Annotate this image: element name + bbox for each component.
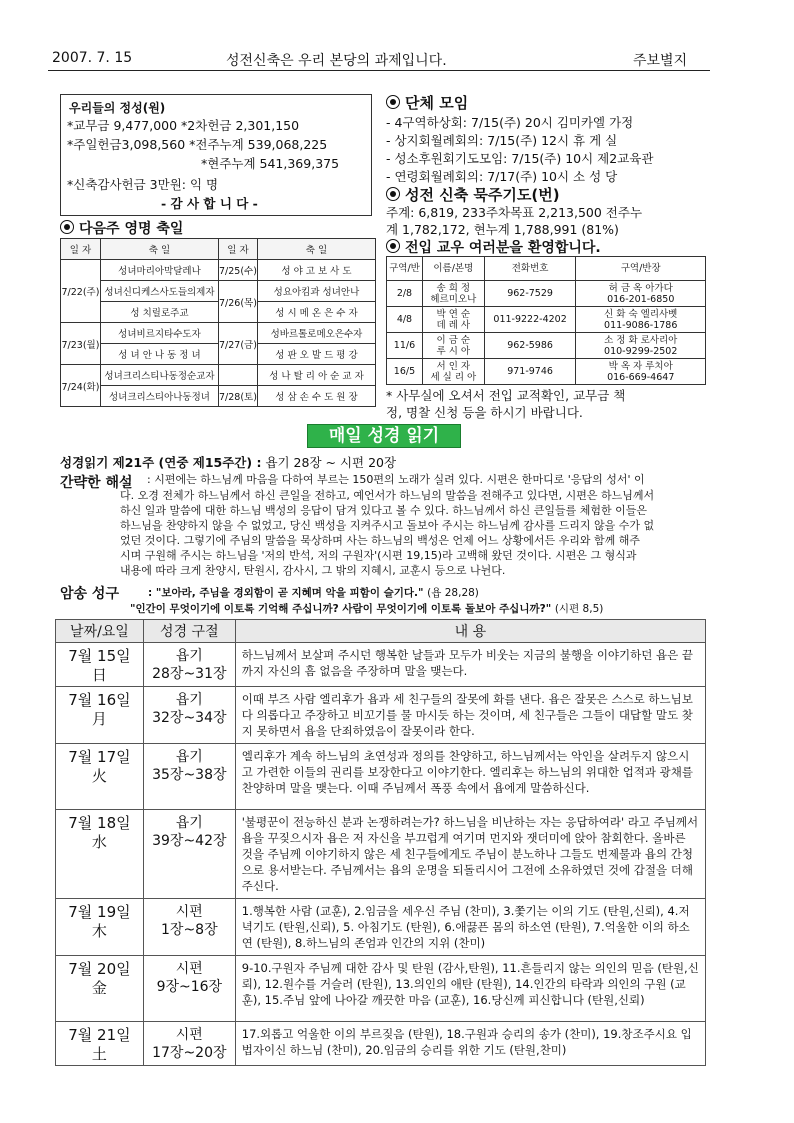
reading-content: 17.외롭고 억울한 이의 부르짖음 (탄원), 18.구원과 승리의 송가 (찬미), 19.창조주시요 입법자이신 하느님 (찬미), 20.임금의 승리를 위한 기도 (탄원,찬미) xyxy=(235,1022,705,1066)
intro-line: 다. 오경 전체가 하느님께서 하신 큰일을 전하고, 예언서가 하느님의 말씀을 전해주고 있다면, 시편은 하느님께서 xyxy=(120,489,655,502)
page-header xyxy=(48,48,710,71)
reading-passage: 욥기 39장~42장 xyxy=(143,810,235,899)
group-item: - 연령회월례회의: 7/17(주) 10시 소 성 당 xyxy=(386,169,618,184)
welcome-heading xyxy=(386,237,601,257)
newcomer-area: 4/8 xyxy=(387,307,423,333)
reading-passage: 욥기 35장~38장 xyxy=(143,744,235,810)
birthday-name: 성녀신디케스사도들의제자 xyxy=(100,281,218,302)
reading-date: 7월 21일 土 xyxy=(56,1022,144,1066)
memory-verse: "인간이 무엇이기에 이토록 기억해 주십니까? 사람이 무엇이기에 이토록 돌보아 주십니까?" (시편 8,5) xyxy=(130,603,604,615)
reading-schedule xyxy=(55,619,706,1066)
reading-content: 하느님께서 보살펴 주시던 행복한 날들과 모두가 비웃는 지금의 불행을 이야기하던 욥은 끝까지 자신의 흠 없음을 주장하며 말을 맺는다. xyxy=(235,643,705,687)
newcomer-area: 2/8 xyxy=(387,281,423,307)
intro-line: 내용에 따라 크게 찬양시, 탄원시, 감사시, 그 밖의 지혜시, 교훈시 등으로 나뉜다. xyxy=(120,564,506,577)
reading-content: 9-10.구원자 주님께 대한 감사 및 탄원 (감사,탄원), 11.흔들리지 않는 의인의 믿음 (탄원,신뢰), 12.원수를 거슬러 (탄원), 13.의인의 애탄 (탄원), 14.인간의 타락과 의인의 구원 (교훈), 15.주님 앞에 나아갈 깨끗한 마음 (교훈), 16.당신께 피신합니다 (탄원,신뢰) xyxy=(235,956,705,1022)
reading-content: 이때 부즈 사람 엘리후가 욥과 세 친구들의 잘못에 화를 낸다. 욥은 잘못은 스스로 하느님보다 의롭다고 주장하고 비꼬기를 물 마시듯 하는 것이며, 세 친구들은 그들이 대답할 말도 찾지 못하면서 욥을 단죄하였음이 잘못이라 한다. xyxy=(235,687,705,744)
prayer-heading xyxy=(386,184,560,205)
offering-box xyxy=(60,94,372,216)
memory-label: 암송 성구 xyxy=(60,586,119,602)
th-feast: 축 일 xyxy=(257,239,375,260)
newcomer-table xyxy=(386,256,706,385)
birthday-date: 7/23(월) xyxy=(61,323,101,365)
birthday-name: 성 치릴로주교 xyxy=(100,302,218,323)
table-row xyxy=(56,643,706,687)
table-row xyxy=(387,359,706,385)
intro-line: 었던 것이다. 그렇기에 주님의 말씀을 묵상하며 사는 하느님의 백성은 언제 어느 상황에서든 우리와 함께 해주 xyxy=(120,534,640,547)
th-leader: 구역/반장 xyxy=(576,257,706,281)
birthday-name: 성 시 메 온 은 수 자 xyxy=(257,302,375,323)
birthday-table xyxy=(60,238,376,407)
week-label: 성경읽기 제21주 (연중 제15주간) : xyxy=(60,455,262,470)
reading-date: 7월 15일 日 xyxy=(56,643,144,687)
birthday-name: 성 삼 손 수 도 원 장 xyxy=(257,386,375,407)
th-area: 구역/반 xyxy=(387,257,423,281)
table-row xyxy=(56,1022,706,1066)
birthday-name: 성녀크리스티나동정순교자 xyxy=(100,365,218,386)
memory-verse: : "보아라, 주님을 경외함이 곧 지혜며 악을 피함이 슬기다." (욥 28,28) xyxy=(148,587,479,599)
table-row xyxy=(56,899,706,956)
group-item: - 상지회월례회의: 7/15(주) 12시 휴 게 실 xyxy=(386,133,618,148)
bible-banner: 매일 성경 읽기 xyxy=(307,424,461,448)
offering-line: *교무금 9,477,000 *2차헌금 2,301,150 xyxy=(67,118,300,133)
reading-passage: 욥기 28장~31장 xyxy=(143,643,235,687)
newcomer-phone: 962-7529 xyxy=(484,281,576,307)
prayer-line: 계 1,782,172, 현누계 1,788,991 (81%) xyxy=(386,222,619,237)
th-content: 내 용 xyxy=(235,620,705,643)
birthday-name: 성 나 탈 리 아 순 교 자 xyxy=(257,365,375,386)
header-label: 주보별지 xyxy=(633,53,688,69)
birthday-date: 7/27(금) xyxy=(219,323,258,365)
group-item: - 4구역하상회: 7/15(주) 20시 김미카엘 가정 xyxy=(386,115,634,130)
reading-date: 7월 17일 火 xyxy=(56,744,144,810)
newcomer-name: 박 연 순 데 레 사 xyxy=(422,307,484,333)
intro-line: : 시편에는 하느님께 마음을 다하여 부르는 150편의 노래가 실려 있다. 시편은 한마디로 '응답의 성서' 이 xyxy=(147,473,645,486)
birthday-name: 성녀크리스티아나동정녀 xyxy=(100,386,218,407)
newcomer-phone: 011-9222-4202 xyxy=(484,307,576,333)
intro-label: 간략한 해설 xyxy=(60,475,133,491)
birthday-name: 성녀마리아막달레나 xyxy=(100,260,218,281)
table-row xyxy=(56,744,706,810)
birthday-name: 성 녀 안 나 동 정 녀 xyxy=(100,344,218,365)
offering-thanks: - 감 사 합 니 다 - xyxy=(161,196,258,211)
newcomer-leader: 신 화 숙 엘리사벳 011-9086-1786 xyxy=(576,307,706,333)
groups-heading xyxy=(386,92,468,113)
newcomer-leader: 박 옥 자 루치아 016-669-4647 xyxy=(576,359,706,385)
birthday-date: 7/25(수) xyxy=(219,260,258,281)
birthday-date: 7/26(목) xyxy=(219,281,258,323)
th-date: 일 자 xyxy=(61,239,101,260)
welcome-note: * 사무실에 오셔서 전입 교적확인, 교무금 책 xyxy=(386,388,626,403)
th-feast: 축 일 xyxy=(100,239,218,260)
welcome-note: 정, 명찰 신청 등을 하시기 바랍니다. xyxy=(386,405,583,420)
newcomer-area: 16/5 xyxy=(387,359,423,385)
newcomer-name: 서 인 자 세 실 리 아 xyxy=(422,359,484,385)
prayer-line: 주계: 6,819, 233주차목표 2,213,500 전주누 xyxy=(386,205,643,220)
prayer-title: 성전 신축 묵주기도(번) xyxy=(405,186,560,204)
table-row xyxy=(56,810,706,899)
newcomer-area: 11/6 xyxy=(387,333,423,359)
offering-line: *현주누계 541,369,375 xyxy=(201,156,340,171)
newcomer-phone: 962-5986 xyxy=(484,333,576,359)
th-phone: 전화번호 xyxy=(484,257,576,281)
table-row xyxy=(387,333,706,359)
reading-passage: 시편 1장~8장 xyxy=(143,899,235,956)
week-line xyxy=(60,453,396,471)
reading-content: 엘리후가 계속 하느님의 초연성과 정의를 찬양하고, 하느님께서는 악인을 살려두지 않으시고 가련한 이들의 권리를 보장한다고 이야기한다. 엘리후는 하느님의 위대한 업적과 광채를 찬양하며 말을 맺는다. 이때 주님께서 폭풍 속에서 욥에게 말씀하신다. xyxy=(235,744,705,810)
reading-content: 1.행복한 사람 (교훈), 2.임금을 세우신 주님 (찬미), 3.쫓기는 이의 기도 (탄원,신뢰), 4.저녁기도 (탄원,신뢰), 5. 아침기도 (탄원), 6.애끓픈 몸의 하소연 (탄원), 7.억울한 이의 하소연 (탄원), 8.하느님의 존엄과 인간의 지위 (찬미) xyxy=(235,899,705,956)
bullet-icon xyxy=(386,187,400,201)
newcomer-name: 송 희 정 헤르미오나 xyxy=(422,281,484,307)
intro-line: 시며 구원해 주시는 하느님을 '저의 반석, 저의 구원자'(시편 19,15)라 고백해 왔던 것이다. 시편은 그 형식과 xyxy=(120,549,637,562)
reading-date: 7월 19일 木 xyxy=(56,899,144,956)
newcomer-name: 이 금 순 루 시 아 xyxy=(422,333,484,359)
table-row xyxy=(56,956,706,1022)
newcomer-leader: 소 정 화 로사리아 010-9299-2502 xyxy=(576,333,706,359)
birthday-name: 성요아킴과 성녀안나 xyxy=(257,281,375,302)
reading-passage: 욥기 32장~34장 xyxy=(143,687,235,744)
group-item: - 성소후원회기도모임: 7/15(주) 10시 제2교육관 xyxy=(386,151,654,166)
groups-title: 단체 모임 xyxy=(405,94,469,112)
birthday-title: 다음주 영명 축일 xyxy=(79,221,184,237)
reading-passage: 시편 9장~16장 xyxy=(143,956,235,1022)
table-row xyxy=(387,307,706,333)
birthday-name: 성바르톨로메오은수자 xyxy=(257,323,375,344)
th-passage: 성경 구절 xyxy=(143,620,235,643)
reading-date: 7월 20일 金 xyxy=(56,956,144,1022)
reading-passage: 시편 17장~20장 xyxy=(143,1022,235,1066)
reading-date: 7월 18일 水 xyxy=(56,810,144,899)
birthday-date: 7/24(화) xyxy=(61,365,101,407)
birthday-name: 성 야 고 보 사 도 xyxy=(257,260,375,281)
welcome-title: 전입 교우 여러분을 환영합니다. xyxy=(405,240,601,256)
th-name: 이름/본명 xyxy=(422,257,484,281)
newcomer-leader: 허 금 옥 아가다 016-201-6850 xyxy=(576,281,706,307)
birthday-heading xyxy=(60,218,183,238)
offering-title: 우리들의 정성(원) xyxy=(69,101,166,115)
birthday-date xyxy=(219,365,258,386)
bullet-icon xyxy=(60,220,74,234)
offering-line: *주일헌금3,098,560 *전주누계 539,068,225 xyxy=(67,137,328,152)
th-date: 일 자 xyxy=(219,239,258,260)
reading-content: '불평꾼이 전능하신 분과 논쟁하려는가? 하느님을 비난하는 자는 응답하여라' 라고 주님께서 욥을 꾸짖으시자 욥은 저 자신을 부끄럽게 여기며 먼지와 잿더미에 앉아 참회한다. 올바른 것을 주님께 이야기하지 않은 세 친구들에게도 주님이 분노하나 그들도 번제물과 욥의 간청으로 용서받는다. 주님께서는 욥의 운명을 되돌리시어 그전에 소유하였던 것에 갑절을 더해 주신다. xyxy=(235,810,705,899)
bullet-icon xyxy=(386,239,400,253)
bullet-icon xyxy=(386,95,400,109)
intro-line: 하신 일과 말씀에 대한 하느님 백성의 응답이 담겨 있다고 볼 수 있다. 하느님께서 하신 큰일들를 체험한 이들은 xyxy=(120,504,647,517)
header-date: 2007. 7. 15 xyxy=(52,50,133,66)
reading-date: 7월 16일 月 xyxy=(56,687,144,744)
birthday-name: 성녀비르지타수도자 xyxy=(100,323,218,344)
intro-line: 하느님을 찬양하지 않을 수 없었고, 당신 백성을 지켜주시고 돌보아 주시는 하느님께 감사를 드리지 않을 수가 없 xyxy=(120,519,655,532)
th-date: 날짜/요일 xyxy=(56,620,144,643)
birthday-date: 7/28(토) xyxy=(219,386,258,407)
newcomer-phone: 971-9746 xyxy=(484,359,576,385)
header-slogan: 성전신축은 우리 본당의 과제입니다. xyxy=(226,53,447,69)
table-row xyxy=(56,687,706,744)
birthday-date: 7/22(주) xyxy=(61,260,101,323)
table-row xyxy=(387,281,706,307)
offering-line: *신축감사헌금 3만원: 익 명 xyxy=(67,177,219,192)
week-range: 욥기 28장 ~ 시편 20장 xyxy=(265,455,397,470)
birthday-name: 성 판 오 발 드 평 강 xyxy=(257,344,375,365)
